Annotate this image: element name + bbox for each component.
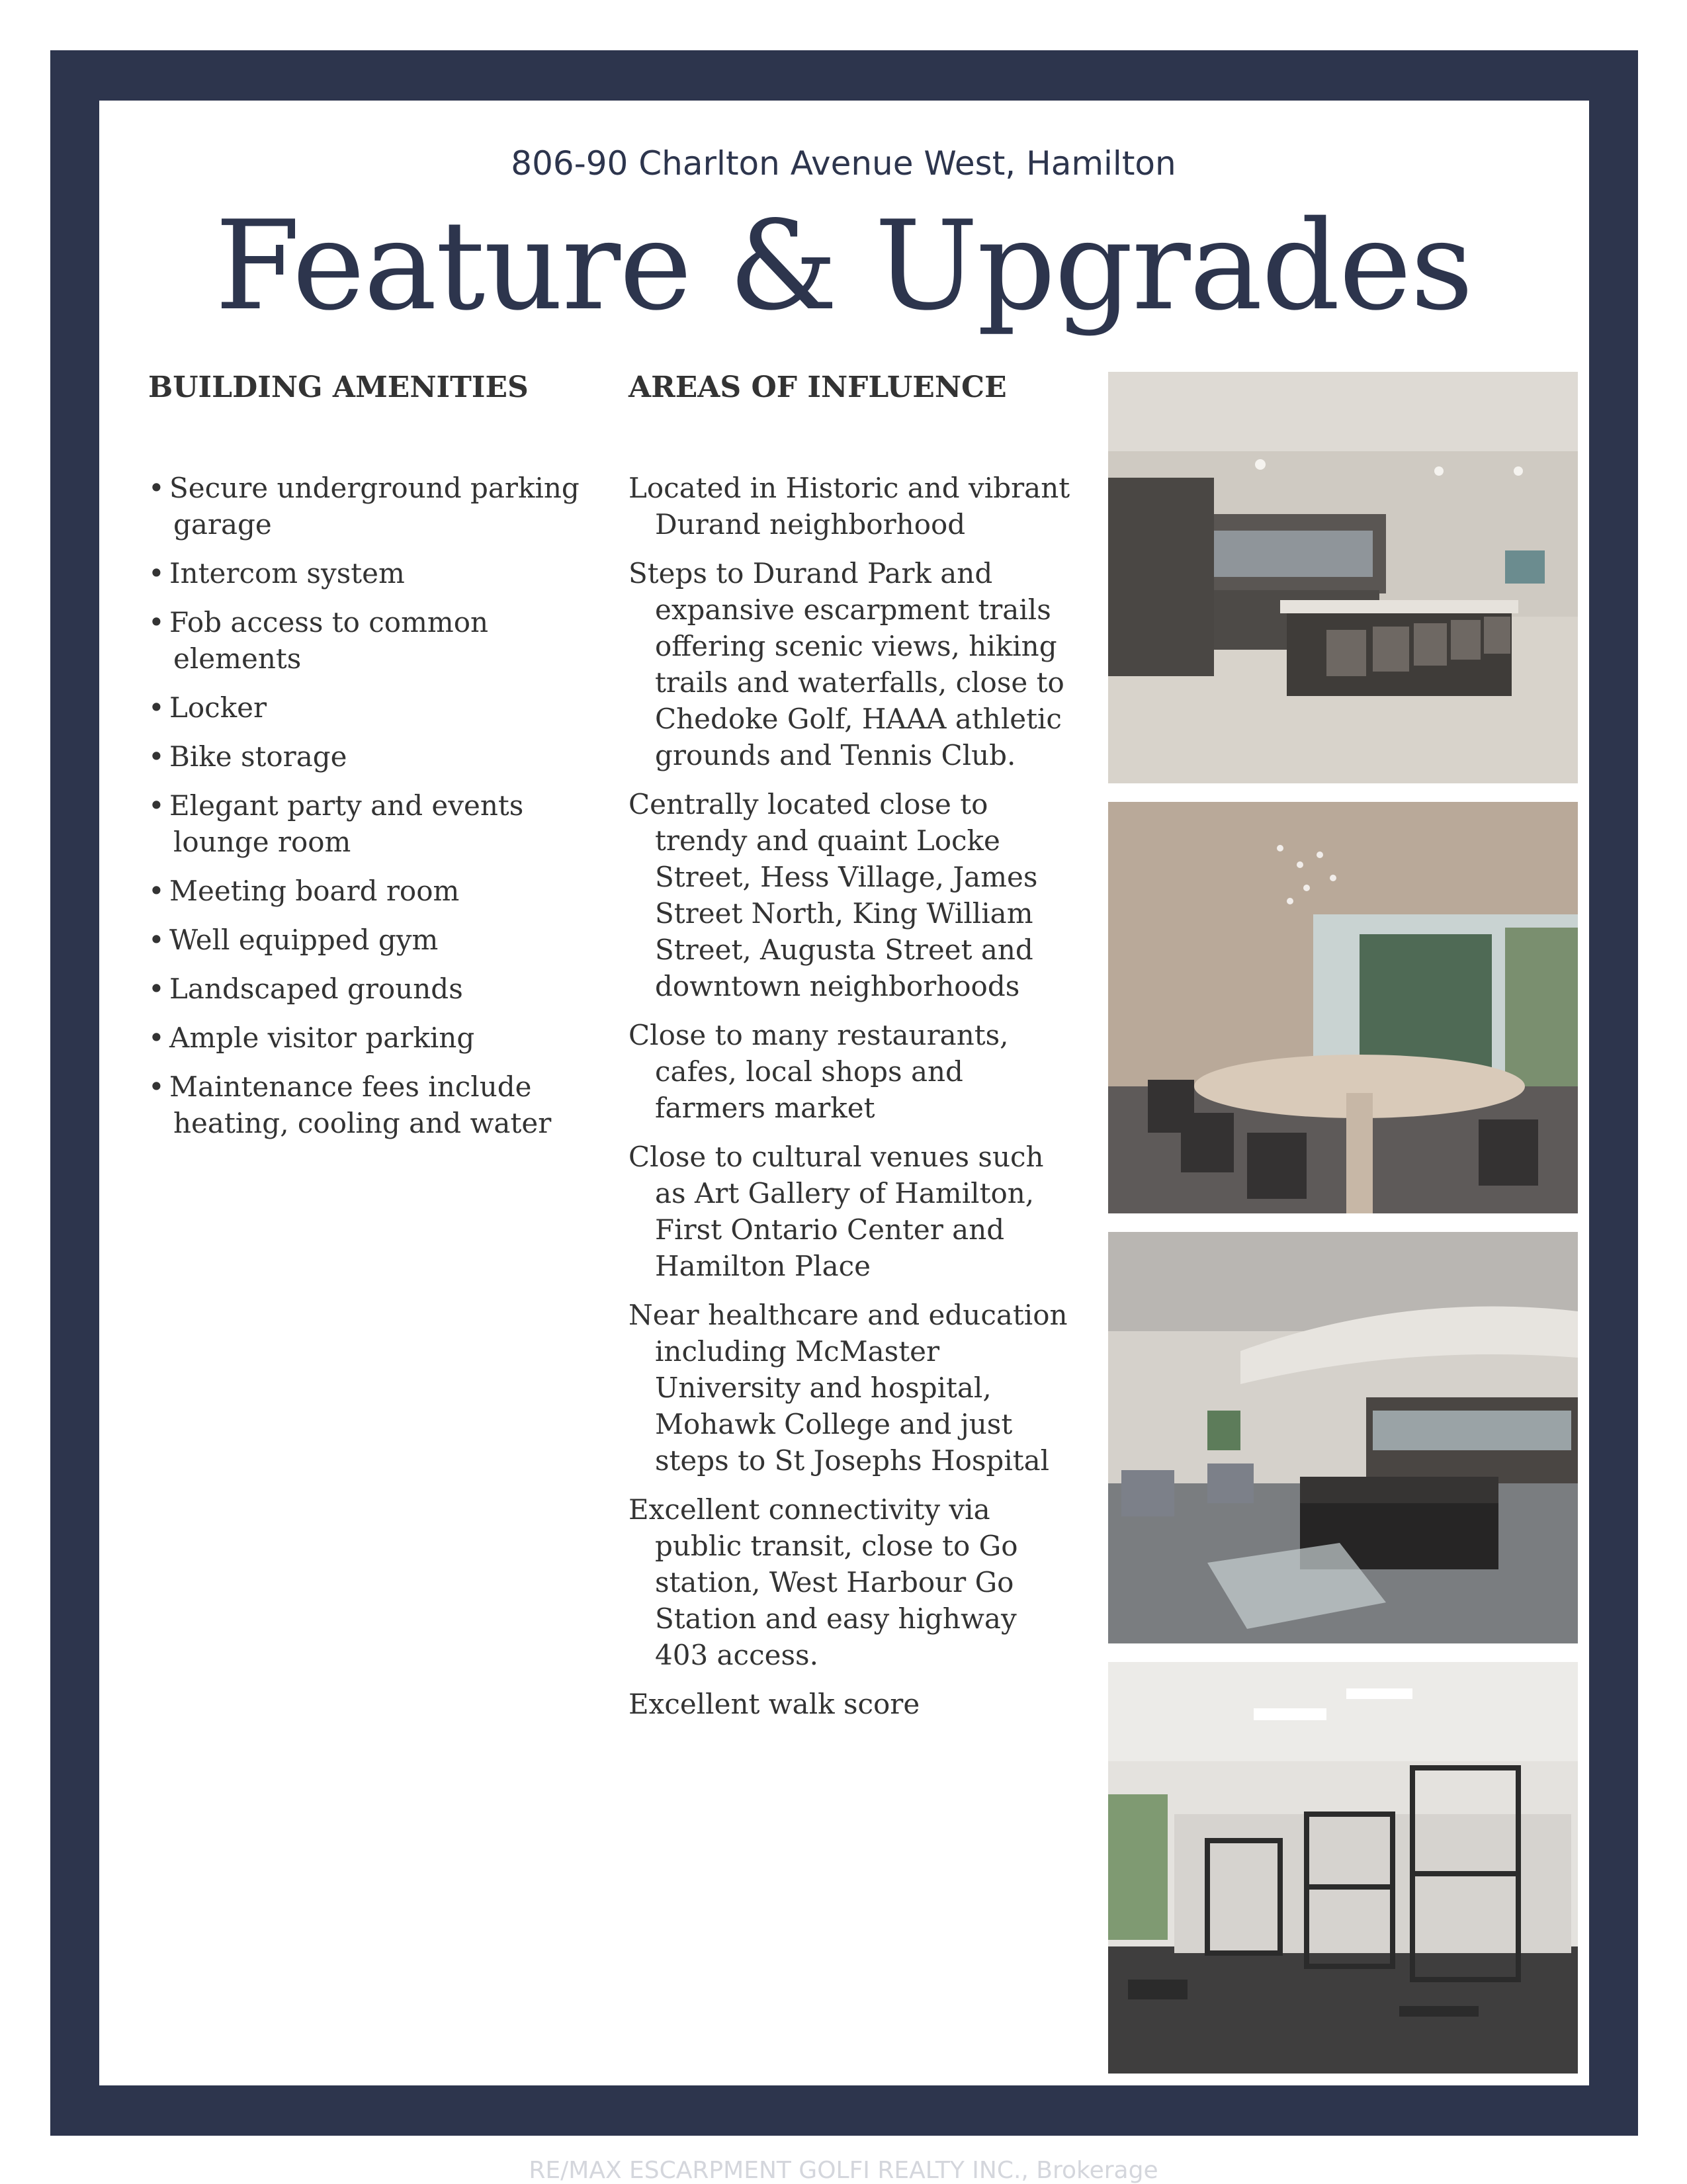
list-item: • Intercom system — [148, 557, 405, 590]
list-item: Centrally located close to trendy and quaint Locke Street, Hess Village, James Street North, King William Street, Augusta Street and downtown neighborhoods — [628, 788, 1038, 1002]
page-title: Feature & Upgrades — [214, 194, 1473, 337]
kitchen-photo — [1108, 372, 1578, 783]
list-item: Close to cultural venues such as Art Gallery of Hamilton, First Ontario Center and Hamilton Place — [628, 1141, 1044, 1282]
list-item: Near healthcare and education including McMaster University and hospital, Mohawk College and just steps to St Josephs Hospital — [628, 1299, 1068, 1477]
list-item: Steps to Durand Park and expansive escarpment trails offering scenic views, hiking trails and waterfalls, close to Chedoke Golf, HAAA athletic grounds and Tennis Club. — [628, 557, 1064, 771]
list-item: Excellent connectivity via public transit, close to Go station, West Harbour Go Station and easy highway 403 access. — [628, 1493, 1018, 1671]
list-item: • Locker — [148, 691, 267, 724]
meeting-room-photo — [1108, 802, 1578, 1213]
list-item: • Well equipped gym — [148, 924, 439, 956]
list-item: • Secure underground parking garage — [148, 472, 580, 541]
lounge-photo — [1108, 1232, 1578, 1643]
list-item: • Ample visitor parking — [148, 1022, 475, 1054]
list-item: • Meeting board room — [148, 875, 460, 907]
property-address: 806-90 Charlton Avenue West, Hamilton — [511, 144, 1176, 183]
list-item: • Bike storage — [148, 740, 347, 773]
list-item: • Landscaped grounds — [148, 973, 463, 1005]
list-item: • Maintenance fees include heating, cooling and water — [148, 1070, 552, 1139]
gym-photo — [1108, 1662, 1578, 2074]
list-item: Excellent walk score — [628, 1688, 920, 1720]
list-item: • Elegant party and events lounge room — [148, 789, 524, 858]
list-item: Located in Historic and vibrant Durand neighborhood — [628, 472, 1070, 541]
areas-of-influence-heading: AREAS OF INFLUENCE — [628, 371, 1007, 404]
list-item: Close to many restaurants, cafes, local shops and farmers market — [628, 1019, 1009, 1124]
list-item: • Fob access to common elements — [148, 606, 489, 675]
building-amenities-heading: BUILDING AMENITIES — [148, 371, 529, 404]
areas-of-influence-list — [628, 470, 1078, 1735]
building-amenities-list — [148, 470, 598, 1154]
brokerage-footer: RE/MAX ESCARPMENT GOLFI REALTY INC., Brokerage — [529, 2157, 1158, 2184]
